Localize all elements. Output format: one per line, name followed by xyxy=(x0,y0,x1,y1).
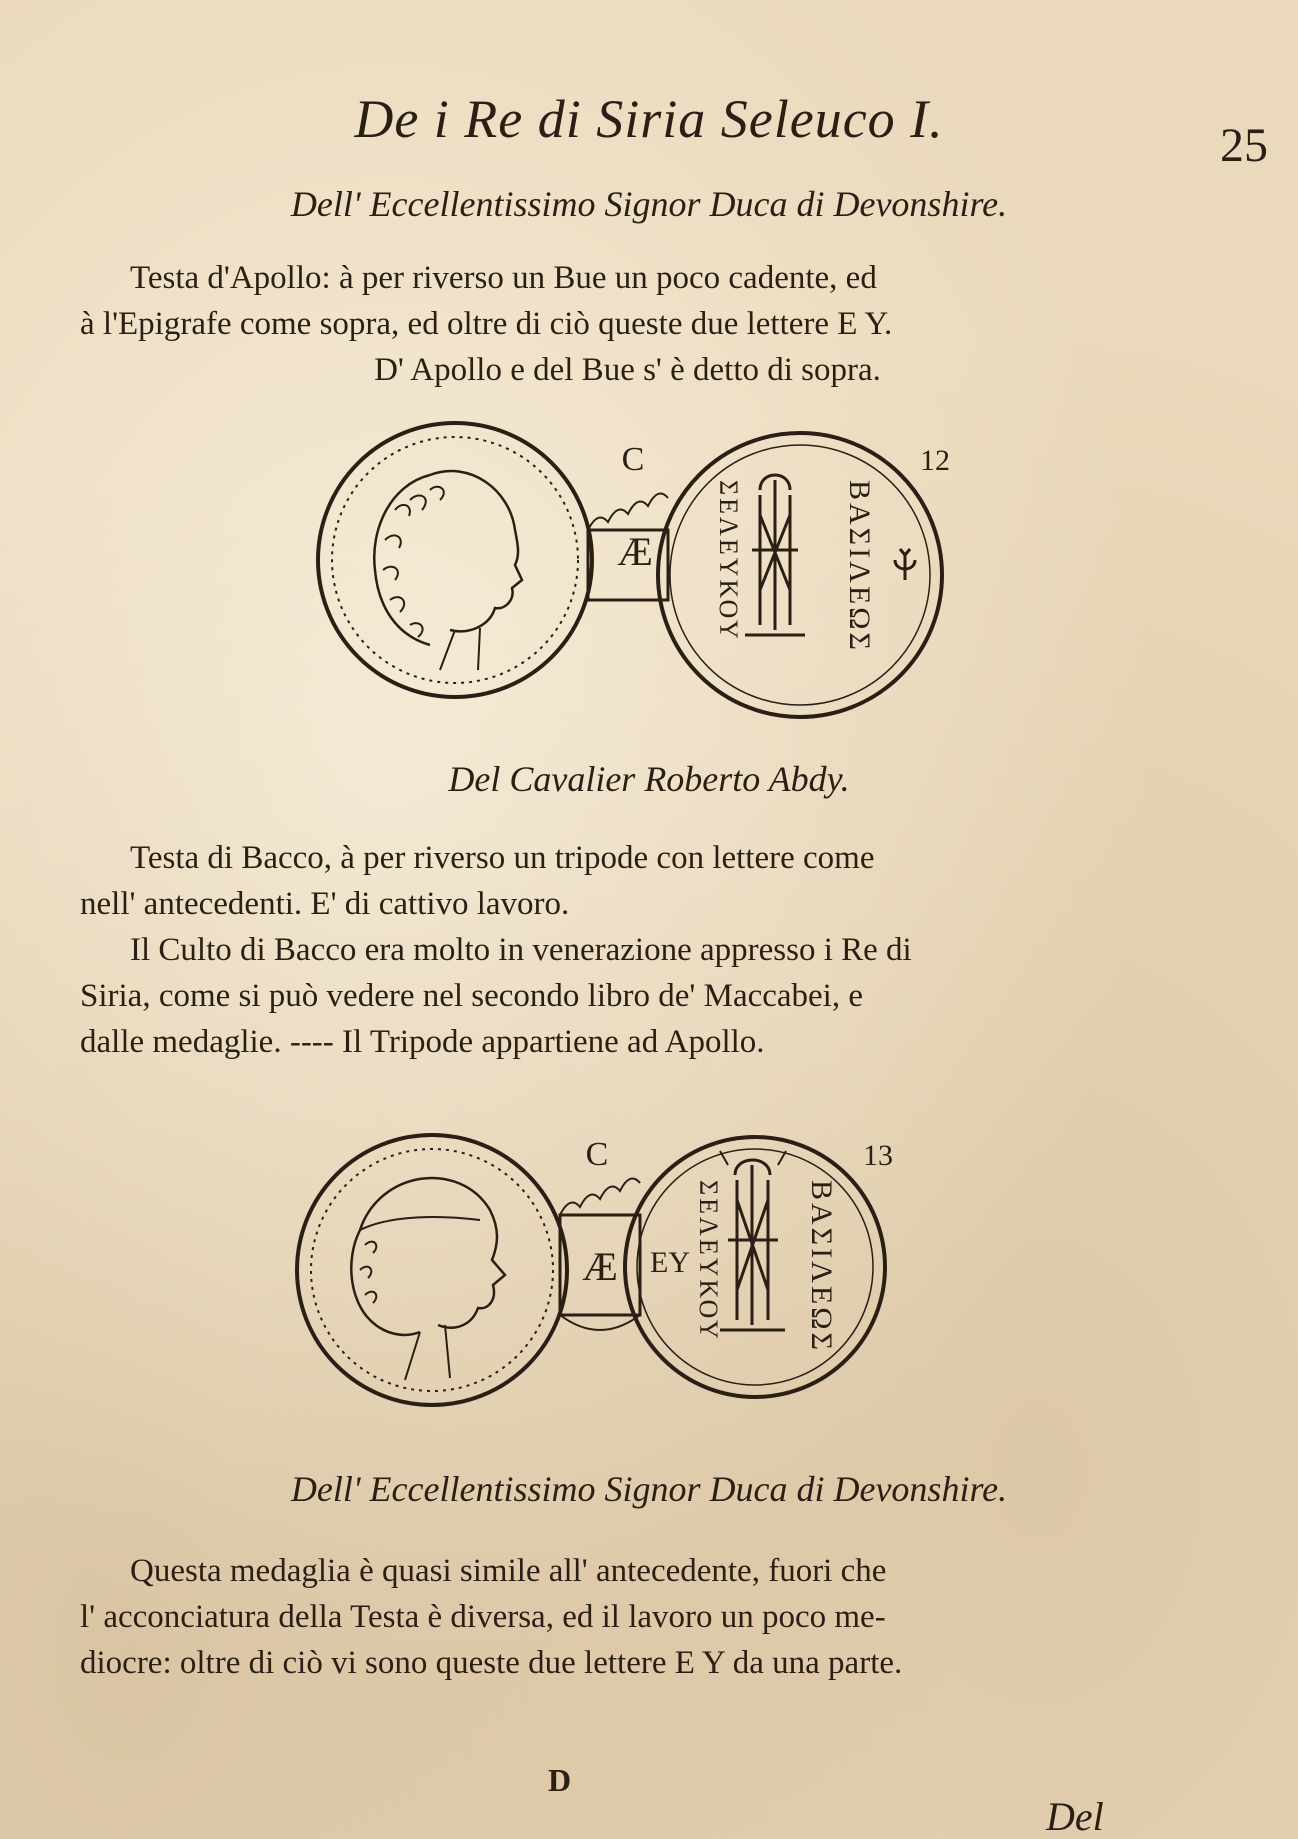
page-number: 25 xyxy=(1220,119,1268,172)
coin2-obverse-rim xyxy=(297,1135,567,1405)
text-line: Siria, come si può vedere nel secondo libro de' Maccabei, e xyxy=(80,978,863,1014)
coin2-legend-left: ΣΕΛΕΥΚΟΥ xyxy=(694,1180,723,1342)
bacchus-head-icon xyxy=(351,1178,505,1380)
apollo-head-icon xyxy=(374,471,522,670)
coin2-obverse-beads xyxy=(311,1149,553,1391)
coin2-legend-right: ΒΑΣΙΛΕΩΣ xyxy=(805,1180,838,1353)
trident-icon xyxy=(895,549,915,580)
catchword: Del xyxy=(1046,1794,1104,1839)
coin1-reverse-inner xyxy=(670,445,930,705)
coin1-legend-left: ΣΕΛΕΥΚΟΥ xyxy=(714,480,743,642)
text-line: Testa di Bacco, à per riverso un tripode con lettere come xyxy=(130,840,875,876)
text-line: Questa medaglia è quasi simile all' antecedente, fuori che xyxy=(130,1553,887,1589)
coin1-letter: C xyxy=(621,441,645,478)
coin2-letter: C xyxy=(585,1136,609,1173)
coin1-reverse-rim xyxy=(658,433,942,717)
paragraph-bacco xyxy=(80,835,1175,1065)
attribution-devonshire-1: Dell' Eccellentissimo Signor Duca di Devonshire. xyxy=(290,184,1008,224)
coin1-legend-right: ΒΑΣΙΛΕΩΣ xyxy=(843,480,876,653)
coin2-metal-mark: Æ xyxy=(582,1244,618,1289)
attribution-abdy: Del Cavalier Roberto Abdy. xyxy=(448,759,850,799)
tripod-icon xyxy=(745,475,805,635)
text-line: D' Apollo e del Bue s' è detto di sopra. xyxy=(374,352,881,388)
paragraph-questa xyxy=(80,1548,1175,1686)
text-line: Testa d'Apollo: à per riverso un Bue un poco cadente, ed xyxy=(130,260,877,296)
coin1-obverse-rim xyxy=(318,423,592,697)
text-line: à l'Epigrafe come sopra, ed oltre di ciò queste due lettere E Y. xyxy=(80,306,893,342)
coin1-metal-mark: Æ xyxy=(617,529,653,574)
coin-illustration-1 xyxy=(0,420,1298,730)
coin1-number: 12 xyxy=(920,444,950,477)
tripod-icon-2 xyxy=(720,1151,786,1330)
text-line: diocre: oltre di ciò vi sono queste due lettere E Y da una parte. xyxy=(80,1645,903,1681)
text-line: nell' antecedenti. E' di cattivo lavoro. xyxy=(80,886,570,922)
coin-illustration-2 xyxy=(0,1120,1298,1420)
coin2-mark: ΕΥ xyxy=(650,1246,690,1279)
text-line: Il Culto di Bacco era molto in venerazione appresso i Re di xyxy=(130,932,912,968)
text-line: dalle medaglie. ---- Il Tripode appartiene ad Apollo. xyxy=(80,1024,765,1060)
attribution-devonshire-2: Dell' Eccellentissimo Signor Duca di Devonshire. xyxy=(290,1469,1008,1509)
coin2-number: 13 xyxy=(863,1139,893,1172)
page-title: De i Re di Siria Seleuco I. xyxy=(354,89,944,149)
paragraph-apollo xyxy=(80,255,1175,393)
signature-mark: D xyxy=(548,1762,572,1798)
coin1-obverse-beads xyxy=(332,437,578,683)
text-line: l' acconciatura della Testa è diversa, ed il lavoro un poco me- xyxy=(80,1599,886,1635)
